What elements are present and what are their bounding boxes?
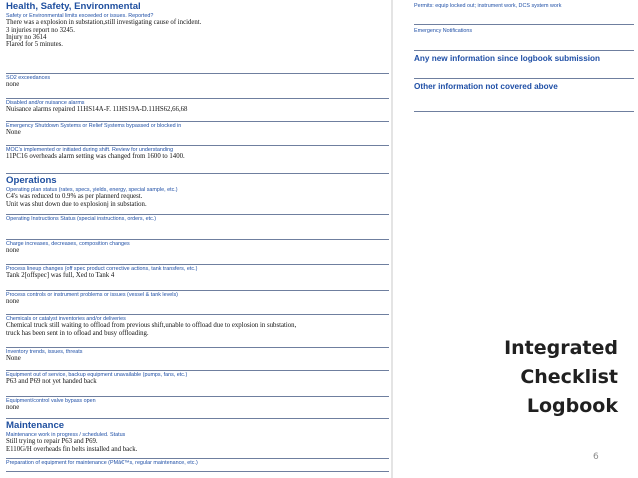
logbook-field[interactable] — [6, 348, 389, 371]
field-value: P63 and P69 not yet handed back — [6, 378, 97, 386]
logbook-field[interactable] — [6, 240, 389, 265]
logbook-field[interactable] — [6, 265, 389, 291]
field-label: Preparation of equipment for maintenance (PMâ€™s, regular maintenance, etc.) — [6, 459, 198, 466]
logbook-field[interactable] — [6, 122, 389, 146]
logbook-field[interactable] — [6, 186, 389, 215]
logbook-field[interactable] — [6, 74, 389, 99]
field-value: none — [6, 404, 20, 412]
logbook-field[interactable] — [6, 431, 389, 459]
field-value: Nuisance alarms repaired 11HS14A-F. 11HS19A-D.11HS62,66,68 — [6, 106, 188, 114]
slide-title-line-2: Checklist — [520, 366, 618, 388]
field-value: Still trying to repair P63 and P69. E110G/H overheads fin belts installed and back. — [6, 438, 138, 453]
field-label: Operating plan status (rates, specs, yields, energy, special sample, etc.) — [6, 186, 178, 193]
logbook-field[interactable] — [414, 25, 634, 51]
field-value: none — [6, 298, 20, 306]
field-label: Process controls or instrument problems or issues (vessel & tank levels) — [6, 291, 178, 298]
logbook-field[interactable] — [6, 99, 389, 122]
field-value: none — [6, 247, 20, 255]
field-label: Process lineup changes (off spec product corrective actions, tank transfers, etc.) — [6, 265, 198, 272]
field-label: Emergency Shutdown Systems or Relief Systems bypassed or blocked in — [6, 122, 182, 129]
section-title: Operations — [6, 175, 57, 186]
slide-title-line-3: Logbook — [526, 395, 618, 417]
logbook-field[interactable] — [6, 12, 389, 74]
logbook-field[interactable] — [6, 459, 389, 472]
field-label: Equipment out of service, backup equipment unavailable (pumps, fans, etc.) — [6, 371, 188, 378]
field-value: Tank 2[offspec] was full, Xed to Tank 4 — [6, 272, 115, 280]
field-label: Maintenance work in progress / scheduled. Status — [6, 431, 126, 438]
page-number: 6 — [593, 452, 599, 462]
logbook-field[interactable] — [414, 0, 634, 25]
logbook-field[interactable] — [6, 146, 389, 174]
logbook-field[interactable] — [6, 371, 389, 397]
field-label: Permits: equip locked out; instrument work, DCS system work — [414, 3, 562, 9]
logbook-field[interactable] — [414, 79, 634, 112]
field-label: Disabled and/or nuisance alarms — [6, 99, 85, 106]
field-label: SO2 exceedances — [6, 74, 51, 81]
field-label: MOC’s implemented or initiated during shift. Review for understanding — [6, 146, 174, 153]
field-value: None — [6, 129, 21, 137]
field-label: Charge increases, decreases, composition changes — [6, 240, 130, 247]
field-value: 11PC16 overheads alarm setting was changed from 1600 to 1400. — [6, 153, 185, 161]
field-value: none — [6, 81, 20, 89]
slide-title-line-1: Integrated — [504, 337, 618, 359]
field-label: Chemicals or catalyst inventories and/or deliveries — [6, 315, 126, 322]
section-title: Maintenance — [6, 420, 65, 431]
logbook-field[interactable] — [6, 397, 389, 419]
column-divider — [391, 0, 393, 478]
field-label: Operating Instructions Status (special instructions, orders, etc.) — [6, 215, 157, 222]
logbook-field[interactable] — [6, 291, 389, 315]
field-label: Safety or Environmental limits exceeded or issues. Reported? — [6, 12, 154, 19]
field-label: Other information not covered above — [414, 82, 558, 91]
slide-title — [488, 334, 618, 421]
column-gutter — [393, 0, 410, 478]
field-label: Any new information since logbook submission — [414, 54, 601, 63]
field-value: There was a explosion in substation,still investigating cause of incident. 3 injuries report no 3245. Injury no 3614 Flared for 5 minutes. — [6, 19, 202, 49]
field-label: Inventory trends, issues, threats — [6, 348, 83, 355]
logbook-field[interactable] — [6, 315, 389, 348]
field-value: C4's was reduced to 0.9% as per plannerd request. Unit was shut down due to explosionj in substation. — [6, 193, 147, 208]
logbook-field[interactable] — [414, 51, 634, 79]
field-label: Emergency Notifications — [414, 28, 473, 34]
field-value: None — [6, 355, 21, 363]
field-value: Chemical truck still waiting to offload from previous shift,unable to offload due to explosion in substation, truck has been sent in to ofload and busy offloading. — [6, 322, 297, 337]
section-title: Health, Safety, Environmental — [6, 1, 141, 12]
field-label: Equipment/control valve bypass open — [6, 397, 96, 404]
logbook-field[interactable] — [6, 215, 389, 240]
